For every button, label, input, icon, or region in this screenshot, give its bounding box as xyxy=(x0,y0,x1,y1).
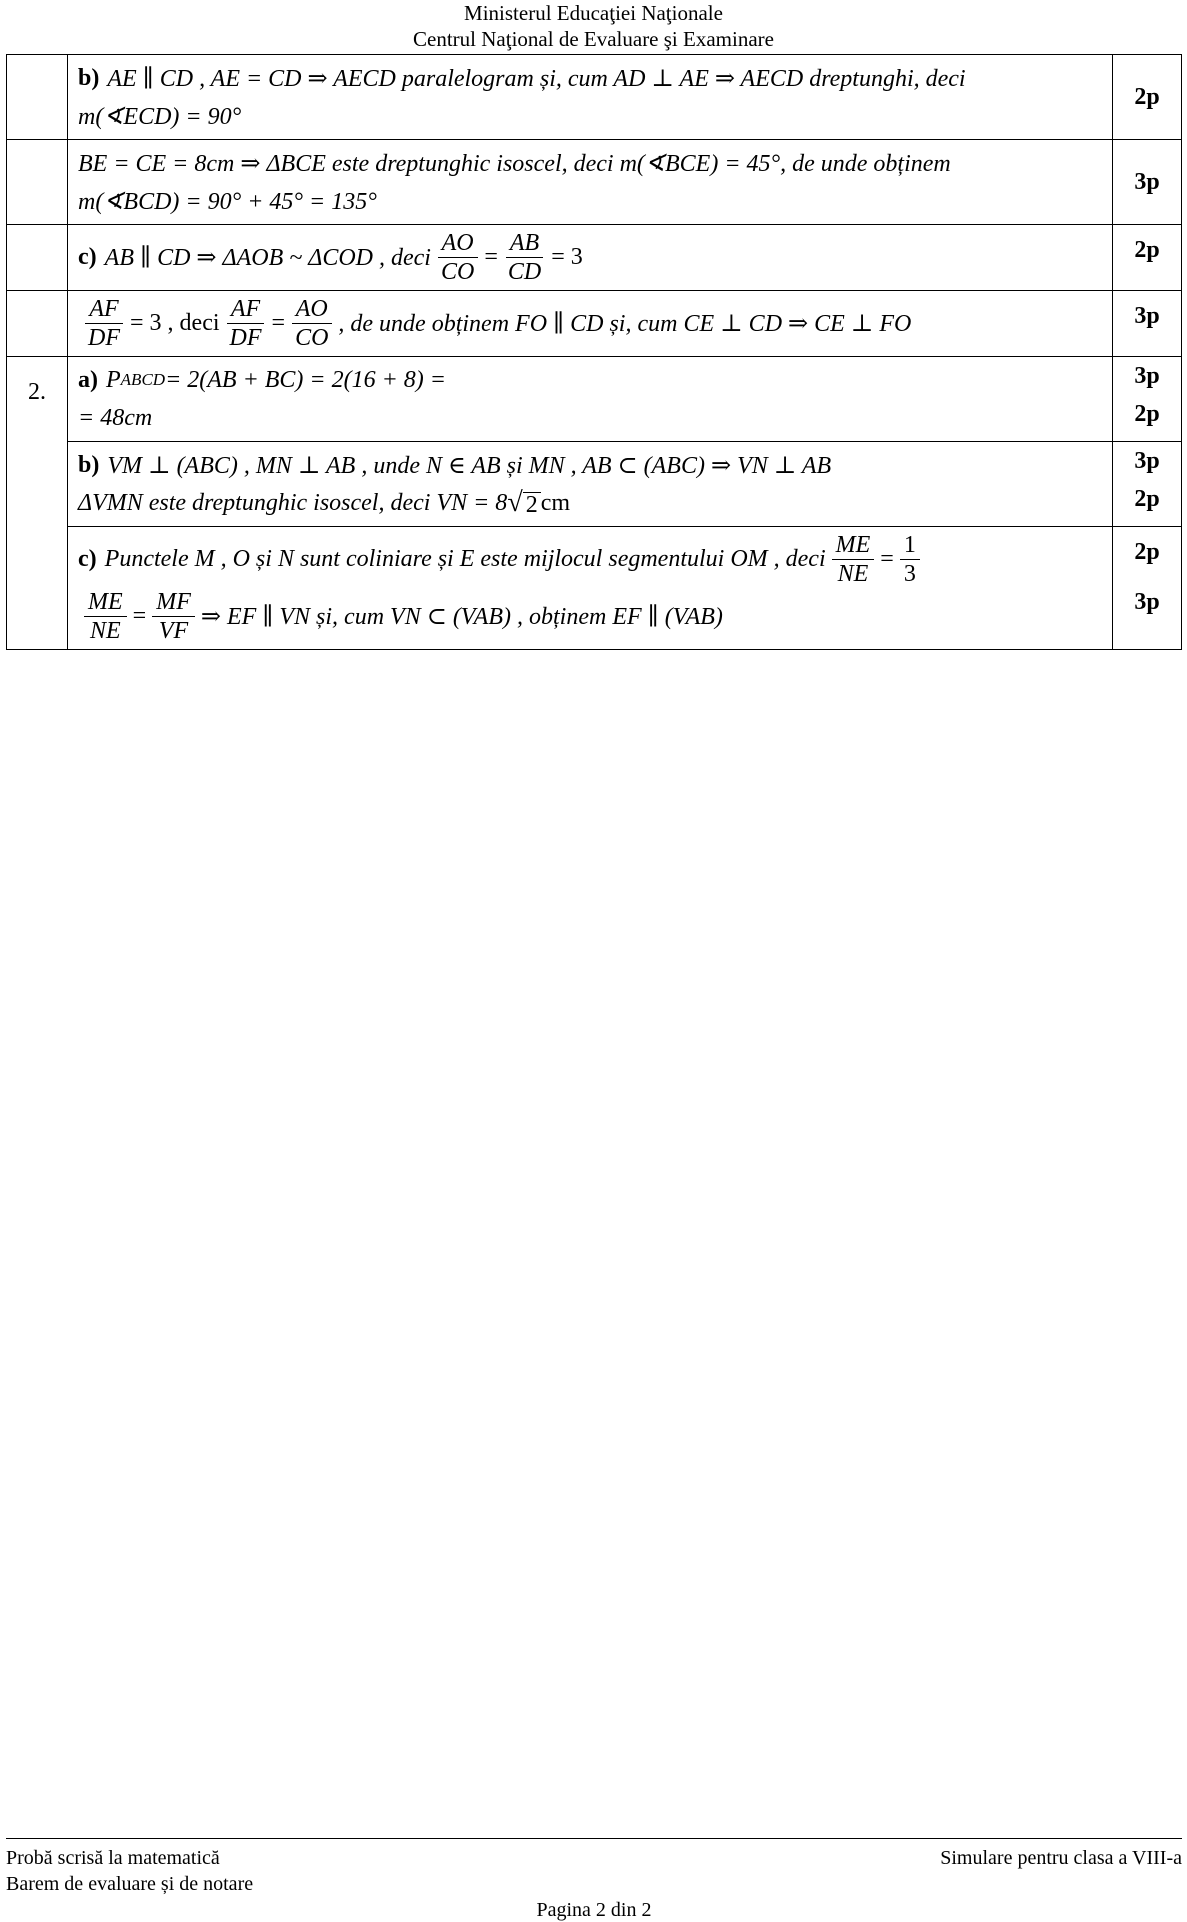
text-line xyxy=(78,588,1104,645)
points-cell xyxy=(1113,225,1182,291)
text-line xyxy=(78,229,1104,286)
points-value: 3p xyxy=(1134,588,1160,615)
item-label: c) xyxy=(78,546,97,572)
footer-doc-type: Barem de evaluare și de notare xyxy=(6,1873,254,1895)
text-line xyxy=(78,484,1104,522)
text-line xyxy=(78,182,1104,220)
math-line: m(∢BCD) = 90° + 45° = 135° xyxy=(78,188,377,215)
problem-number-label: 2. xyxy=(28,379,46,405)
math-line: m(∢ECD) = 90° xyxy=(78,103,242,130)
math-line: AE ∥ CD , AE = CD ⇒ AECD paralelogram și, cum AD ⊥ AE ⇒ AECD dreptunghi, deci xyxy=(107,65,966,92)
equals-sign: = xyxy=(271,310,286,336)
points-cell xyxy=(1113,55,1182,140)
table-row xyxy=(7,225,1182,291)
math-text: , de unde obținem FO ∥ CD și, cum CE ⊥ CD ⇒ CE ⊥ FO xyxy=(338,311,912,337)
fraction: $\frac{AF}{DF}$ xyxy=(84,295,124,352)
page-header xyxy=(0,0,1187,52)
problem-number-empty xyxy=(7,140,68,225)
table-row xyxy=(7,140,1182,225)
text-line xyxy=(78,59,1104,97)
math-text: = 2(AB + BC) = 2(16 + 8) = xyxy=(165,366,446,393)
problem-number-empty xyxy=(7,225,68,291)
points-value: 3p xyxy=(1134,168,1160,195)
problem-number-empty xyxy=(7,55,68,140)
fraction: $\frac{AB}{CD}$ xyxy=(507,230,542,285)
math-text: ΔVMN este dreptunghic isoscel, deci VN = 8 xyxy=(78,489,508,516)
fraction: $\frac{1}{3}$ xyxy=(900,531,920,588)
math-text: AB ∥ CD ⇒ ΔAOB ~ ΔCOD , deci xyxy=(104,245,431,271)
table-row xyxy=(7,527,1182,650)
page-number: Pagina 2 din 2 xyxy=(536,1899,652,1921)
points-value: 3p xyxy=(1134,362,1160,389)
points-value: 2p xyxy=(1134,236,1160,263)
table-row xyxy=(7,291,1182,357)
square-root: √ 2 xyxy=(507,489,540,517)
subscript: ABCD xyxy=(120,370,166,389)
fraction: $\frac{AF}{DF}$ xyxy=(226,295,266,352)
footer-subject: Probă scrisă la matematică xyxy=(6,1847,220,1869)
text-line xyxy=(78,399,1104,437)
fraction: $\frac{ME}{NE}$ xyxy=(84,588,127,645)
text-line xyxy=(78,361,1104,399)
points-value: 2p xyxy=(1134,83,1160,110)
math-text: Punctele M , O și N sunt coliniare și E este mijlocul segmentului OM , deci xyxy=(104,546,826,572)
footer-exam: Simulare pentru clasa a VIII-a xyxy=(940,1847,1182,1869)
text-line xyxy=(78,531,1104,588)
equals-sign: = xyxy=(484,244,498,270)
math-line: BE = CE = 8cm ⇒ ΔBCE este dreptunghic isoscel, deci m(∢BCE) = 45°, de unde obținem xyxy=(78,150,951,177)
scoring-table xyxy=(6,54,1182,650)
equals-sign: = xyxy=(132,603,147,629)
points-cell xyxy=(1113,442,1182,527)
item-label: b) xyxy=(78,64,100,91)
fraction: $\frac{ME}{NE}$ xyxy=(832,531,875,588)
header-ministry: Ministerul Educaţiei Naţionale xyxy=(464,1,723,25)
points-cell xyxy=(1113,140,1182,225)
problem-number xyxy=(7,357,68,650)
page-footer xyxy=(6,1838,1182,1921)
item-b-content xyxy=(68,442,1113,527)
points-cell xyxy=(1113,527,1182,650)
math-text: = 48cm xyxy=(78,404,153,431)
item-a-content xyxy=(68,357,1113,442)
table-row xyxy=(7,442,1182,527)
equals-sign: = xyxy=(880,546,894,572)
points-value: 2p xyxy=(1134,538,1160,565)
points-cell xyxy=(1113,357,1182,442)
fraction: $\frac{AO}{CO}$ xyxy=(291,295,332,352)
item-b-content xyxy=(68,55,1113,140)
points-value: 3p xyxy=(1134,447,1160,474)
item-c-content xyxy=(68,527,1113,650)
fraction: $\frac{MF}{VF}$ xyxy=(152,588,195,645)
math-text: = 3 , deci xyxy=(130,310,220,336)
table-row xyxy=(7,55,1182,140)
math-text: VM ⊥ (ABC) , MN ⊥ AB , unde N ∈ AB și MN , AB ⊂ (ABC) ⇒ VN ⊥ AB xyxy=(107,452,832,479)
math-text: ⇒ EF ∥ VN și, cum VN ⊂ (VAB) , obținem EF ∥ (VAB) xyxy=(200,604,723,630)
math-text: cm xyxy=(540,489,571,516)
table-row xyxy=(7,357,1182,442)
points-value: 2p xyxy=(1134,485,1160,512)
text-line xyxy=(78,144,1104,182)
item-label: c) xyxy=(78,244,97,270)
item-c-content xyxy=(68,225,1113,291)
math-text: P xyxy=(106,366,121,393)
header-center: Centrul Naţional de Evaluare şi Examinare xyxy=(413,27,774,51)
problem-number-empty xyxy=(7,291,68,357)
fraction: $\frac{AO}{CO}$ xyxy=(437,229,478,286)
item-c-content-2 xyxy=(68,291,1113,357)
item-label: b) xyxy=(78,451,100,478)
points-cell xyxy=(1113,291,1182,357)
item-label: a) xyxy=(78,366,98,393)
text-line xyxy=(78,446,1104,484)
text-line xyxy=(78,97,1104,135)
footer-left xyxy=(6,1845,253,1897)
math-text: = 3 xyxy=(551,244,583,270)
points-value: 2p xyxy=(1134,400,1160,427)
text-line xyxy=(78,295,1104,352)
item-b-content-2 xyxy=(68,140,1113,225)
points-value: 3p xyxy=(1134,302,1160,329)
